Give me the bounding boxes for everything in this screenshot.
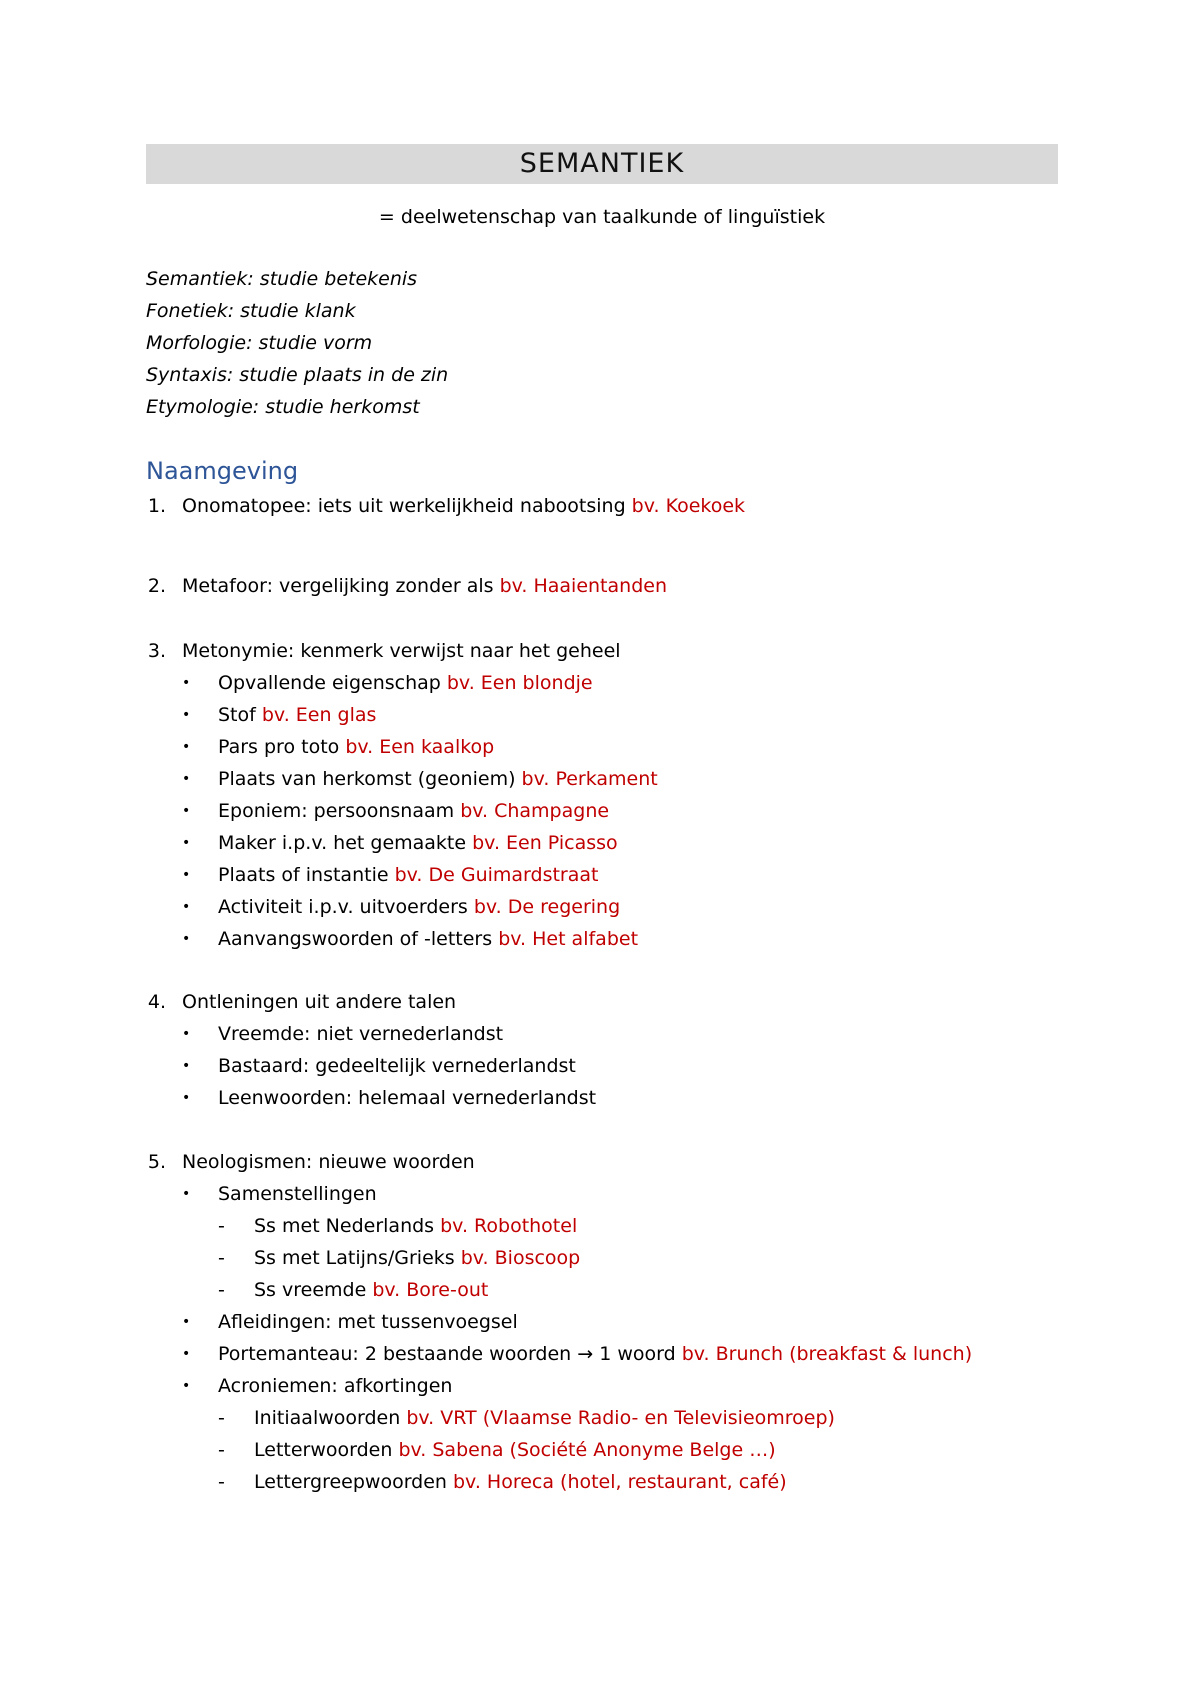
bullet-item [182, 765, 658, 793]
bullet-icon: • [182, 1090, 191, 1106]
item-number: 1. [147, 495, 166, 517]
bullet-icon: • [182, 771, 191, 787]
bullet-item [182, 1372, 453, 1400]
bullet-icon: • [182, 707, 191, 723]
dash-example: bv. Sabena (Société Anonyme Belge …) [398, 1439, 776, 1461]
item-text: Onomatopee: iets uit werkelijkheid nabootsing [182, 495, 632, 517]
bullet-example: bv. Perkament [521, 768, 658, 790]
numbered-item [147, 572, 667, 600]
dash-item [218, 1436, 776, 1464]
dash-text: Initiaalwoorden [254, 1407, 407, 1429]
bullet-item [182, 1084, 597, 1112]
item-text: Metafoor: vergelijking zonder als [182, 575, 500, 597]
item-number: 3. [147, 640, 166, 662]
item-text: Ontleningen uit andere talen [182, 991, 457, 1013]
dash-item [218, 1212, 578, 1240]
dash-example: bv. Bore-out [372, 1279, 489, 1301]
item-example: bv. Haaientanden [499, 575, 667, 597]
bullet-example: bv. Brunch (breakfast & lunch) [681, 1343, 973, 1365]
bullet-text: Afleidingen: met tussenvoegsel [218, 1311, 518, 1333]
bullet-text: Leenwoorden: helemaal vernederlandst [218, 1087, 597, 1109]
bullet-item [182, 1052, 576, 1080]
dash-marker: - [218, 1439, 225, 1461]
bullet-text: Maker i.p.v. het gemaakte [218, 832, 473, 854]
bullet-icon: • [182, 867, 191, 883]
dash-marker: - [218, 1407, 225, 1429]
item-text: Metonymie: kenmerk verwijst naar het geheel [182, 640, 621, 662]
dash-example: bv. VRT (Vlaamse Radio- en Televisieomroep) [406, 1407, 835, 1429]
definition-item: Morfologie: studie vorm [146, 332, 373, 354]
bullet-text: Stof [218, 704, 262, 726]
dash-text: Lettergreepwoorden [254, 1471, 453, 1493]
dash-example: bv. Horeca (hotel, restaurant, café) [453, 1471, 787, 1493]
bullet-item [182, 733, 495, 761]
bullet-text: Pars pro toto [218, 736, 346, 758]
bullet-icon: • [182, 1058, 191, 1074]
bullet-text: Bastaard: gedeeltelijk vernederlandst [218, 1055, 576, 1077]
bullet-item [182, 669, 593, 697]
dash-text: Ss vreemde [254, 1279, 373, 1301]
bullet-example: bv. Een kaalkop [345, 736, 495, 758]
definition-item: Etymologie: studie herkomst [146, 396, 420, 418]
section-heading: Naamgeving [146, 457, 299, 485]
bullet-icon: • [182, 675, 191, 691]
bullet-item [182, 1020, 504, 1048]
item-text: Neologismen: nieuwe woorden [182, 1151, 475, 1173]
bullet-example: bv. Een Picasso [472, 832, 618, 854]
bullet-icon: • [182, 1314, 191, 1330]
bullet-item [182, 861, 599, 889]
bullet-text: Portemanteau: 2 bestaande woorden → 1 woord [218, 1343, 682, 1365]
document-title: SEMANTIEK [146, 144, 1058, 184]
definition-item: Syntaxis: studie plaats in de zin [146, 364, 449, 386]
dash-item [218, 1404, 835, 1432]
bullet-text: Acroniemen: afkortingen [218, 1375, 453, 1397]
bullet-text: Eponiem: persoonsnaam [218, 800, 461, 822]
bullet-icon: • [182, 803, 191, 819]
numbered-item [147, 492, 746, 520]
item-number: 4. [147, 991, 166, 1013]
bullet-text: Vreemde: niet vernederlandst [218, 1023, 504, 1045]
bullet-example: bv. Het alfabet [498, 928, 639, 950]
dash-example: bv. Robothotel [440, 1215, 578, 1237]
dash-marker: - [218, 1471, 225, 1493]
bullet-example: bv. De Guimardstraat [394, 864, 599, 886]
definition-item: Semantiek: studie betekenis [146, 268, 418, 290]
definition-list [146, 263, 448, 423]
definition-item: Fonetiek: studie klank [146, 300, 356, 322]
bullet-item [182, 797, 610, 825]
bullet-text: Opvallende eigenschap [218, 672, 447, 694]
dash-text: Letterwoorden [254, 1439, 399, 1461]
bullet-icon: • [182, 931, 191, 947]
dash-item [218, 1244, 581, 1272]
item-number: 5. [147, 1151, 166, 1173]
bullet-item [182, 1180, 377, 1208]
bullet-icon: • [182, 1378, 191, 1394]
item-example: bv. Koekoek [631, 495, 746, 517]
bullet-text: Activiteit i.p.v. uitvoerders [218, 896, 474, 918]
bullet-text: Plaats of instantie [218, 864, 395, 886]
dash-item [218, 1468, 787, 1496]
bullet-item [182, 1308, 518, 1336]
bullet-example: bv. Champagne [460, 800, 610, 822]
numbered-item [147, 988, 457, 1016]
dash-marker: - [218, 1215, 225, 1237]
bullet-example: bv. Een glas [261, 704, 377, 726]
numbered-item [147, 637, 621, 665]
dash-text: Ss met Nederlands [254, 1215, 441, 1237]
bullet-icon: • [182, 899, 191, 915]
bullet-example: bv. De regering [473, 896, 621, 918]
bullet-text: Plaats van herkomst (geoniem) [218, 768, 522, 790]
bullet-icon: • [182, 1186, 191, 1202]
bullet-item [182, 701, 377, 729]
bullet-example: bv. Een blondje [446, 672, 593, 694]
bullet-item [182, 893, 621, 921]
dash-text: Ss met Latijns/Grieks [254, 1247, 461, 1269]
bullet-icon: • [182, 835, 191, 851]
bullet-icon: • [182, 1346, 191, 1362]
bullet-item [182, 1340, 973, 1368]
bullet-text: Aanvangswoorden of -letters [218, 928, 499, 950]
numbered-item [147, 1148, 475, 1176]
bullet-item [182, 829, 618, 857]
bullet-item [182, 925, 639, 953]
bullet-icon: • [182, 1026, 191, 1042]
bullet-text: Samenstellingen [218, 1183, 377, 1205]
bullet-icon: • [182, 739, 191, 755]
dash-marker: - [218, 1247, 225, 1269]
item-number: 2. [147, 575, 166, 597]
dash-marker: - [218, 1279, 225, 1301]
dash-example: bv. Bioscoop [460, 1247, 581, 1269]
dash-item [218, 1276, 489, 1304]
document-subtitle: = deelwetenschap van taalkunde of linguïstiek [378, 206, 826, 228]
